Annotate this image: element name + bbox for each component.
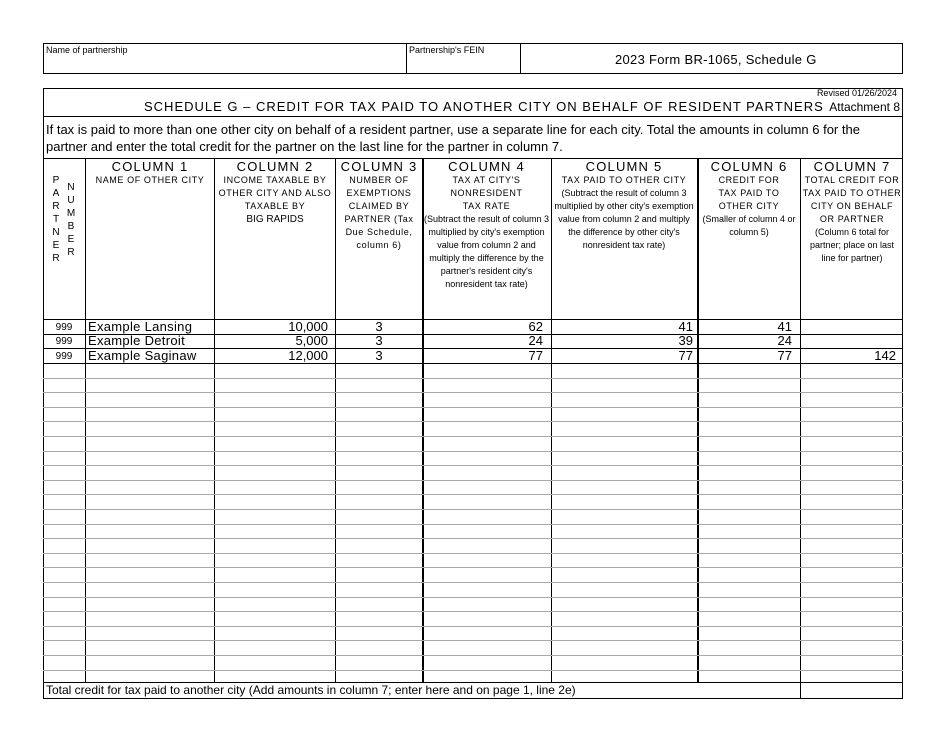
column-6-header: COLUMN 6 CREDIT FOR TAX PAID TO OTHER CITY (Smaller of column 4 or column 5)	[702, 159, 796, 237]
city-name[interactable]: Example Lansing	[88, 319, 193, 334]
partner-number[interactable]: 999	[55, 322, 73, 333]
empty-row-line	[43, 524, 903, 525]
empty-row-line	[43, 509, 903, 510]
empty-row-line	[43, 392, 903, 393]
col-sep-7	[800, 158, 801, 699]
col-sep-5	[551, 158, 552, 682]
column-3-header: COLUMN 3 NUMBER OF EXEMPTIONS CLAIMED BY PARTNER (Tax Due Schedule, column 6)	[340, 159, 418, 250]
col4-value[interactable]: 77	[528, 348, 543, 363]
empty-row-line	[43, 640, 903, 641]
empty-row-line	[43, 378, 903, 379]
col3-value[interactable]: 3	[375, 348, 383, 363]
col4-value[interactable]: 24	[528, 333, 543, 348]
col2-value[interactable]: 12,000	[288, 348, 328, 363]
fein-box[interactable]	[406, 43, 521, 74]
col2-value[interactable]: 5,000	[295, 333, 328, 348]
empty-row-line	[43, 451, 903, 452]
col3-value[interactable]: 3	[375, 333, 383, 348]
col6-value[interactable]: 77	[777, 348, 792, 363]
col-sep-4	[422, 158, 424, 682]
attachment-label: Attachment 8	[829, 100, 900, 114]
column-5-header: COLUMN 5 TAX PAID TO OTHER CITY (Subtract the result of column 3 multiplied by other city's exemption value from column 2 and multiply the difference by other city's nonresident tax rate)	[554, 159, 694, 250]
total-credit-label: Total credit for tax paid to another city (Add amounts in column 7; enter here and on page 1, line 2e)	[46, 683, 576, 697]
total-credit-field[interactable]	[801, 683, 902, 698]
col4-value[interactable]: 62	[528, 319, 543, 334]
partner-number[interactable]: 999	[55, 336, 73, 347]
city-name[interactable]: Example Detroit	[88, 333, 185, 348]
empty-row-line	[43, 494, 903, 495]
empty-row-line	[43, 436, 903, 437]
row-line	[43, 363, 903, 364]
partnership-name-box[interactable]	[43, 43, 407, 74]
partner-number[interactable]: 999	[55, 351, 73, 362]
column-4-header: COLUMN 4 TAX AT CITY'S NONRESIDENT TAX RATE (Subtract the result of column 3 multiplied by city's exemption value from column 2 and multiply the difference by the partner's resident city's nonresident tax rate)	[423, 159, 550, 289]
column-7-header: COLUMN 7 TOTAL CREDIT FOR TAX PAID TO OTHER CITY ON BEHALF OR PARTNER (Column 6 total for partner; place on last line for partner)	[802, 159, 902, 263]
empty-row-line	[43, 611, 903, 612]
partnership-name-label: Name of partnership	[46, 45, 128, 55]
col6-value[interactable]: 24	[777, 333, 792, 348]
col-sep-1	[85, 158, 86, 682]
revised-date: Revised 01/26/2024	[816, 88, 897, 98]
empty-row-line	[43, 421, 903, 422]
fein-label: Partnership's FEIN	[409, 45, 485, 55]
empty-row-line	[43, 597, 903, 598]
empty-row-line	[43, 655, 903, 656]
empty-row-line	[43, 582, 903, 583]
city-name[interactable]: Example Saginaw	[88, 348, 197, 363]
empty-row-line	[43, 626, 903, 627]
empty-row-line	[43, 670, 903, 671]
column-2-header: COLUMN 2 INCOME TAXABLE BY OTHER CITY AND ALSO TAXABLE BY BIG RAPIDS	[218, 159, 332, 225]
col5-value[interactable]: 39	[678, 333, 693, 348]
partner-label: P A R T N E R	[52, 175, 60, 264]
form-title-box	[520, 43, 903, 74]
instructions: If tax is paid to more than one other city on behalf of a resident partner, use a separate line for each city. Total the amounts in column 6 for the partner and enter the total credit for the partner on the last line for the partner in column 7.	[46, 122, 860, 154]
form-title: 2023 Form BR-1065, Schedule G	[615, 52, 817, 67]
col6-value[interactable]: 41	[777, 319, 792, 334]
col3-value[interactable]: 3	[375, 319, 383, 334]
empty-row-line	[43, 480, 903, 481]
empty-row-line	[43, 407, 903, 408]
column-1-header: COLUMN 1 NAME OF OTHER CITY	[95, 159, 205, 185]
col-sep-6	[697, 158, 699, 682]
empty-row-line	[43, 465, 903, 466]
empty-row-line	[43, 538, 903, 539]
col-sep-3	[335, 158, 336, 682]
number-label: N U M B E R	[66, 182, 76, 258]
col2-value[interactable]: 10,000	[288, 319, 328, 334]
col7-value[interactable]: 142	[874, 348, 896, 363]
col5-value[interactable]: 41	[678, 319, 693, 334]
schedule-title: SCHEDULE G – CREDIT FOR TAX PAID TO ANOTHER CITY ON BEHALF OF RESIDENT PARTNERS	[144, 99, 824, 114]
title-divider	[43, 116, 903, 117]
col-sep-2	[214, 158, 215, 682]
col5-value[interactable]: 77	[678, 348, 693, 363]
empty-row-line	[43, 567, 903, 568]
empty-row-line	[43, 553, 903, 554]
